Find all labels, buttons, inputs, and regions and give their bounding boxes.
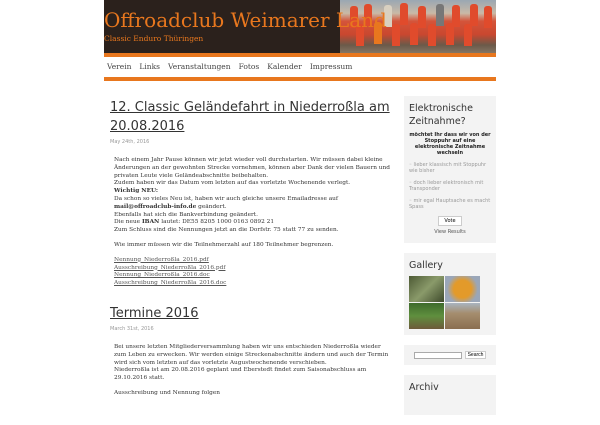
poll-title: Elektronische Zeitnahme?	[409, 103, 473, 127]
site-tagline: Classic Enduro Thüringen	[104, 34, 204, 43]
option-label: lieber klassisch mit Stoppuhr wie bisher	[409, 162, 487, 174]
sidebar	[404, 96, 496, 425]
poll-option[interactable]: ◦ mir egal Hauptsache es macht Spass	[409, 198, 491, 210]
text: Ausschreibung und Nennung folgen	[114, 389, 221, 396]
gallery-thumbnail[interactable]	[445, 276, 480, 302]
gallery-title: Gallery	[409, 260, 443, 271]
post-date: May 24th, 2016	[110, 139, 150, 145]
poll-question: möchtet Ihr dass wir von der Stoppuhr auf eine elektronische Zeitnahme wechseln	[409, 132, 491, 156]
view-results-link[interactable]: View Results	[434, 229, 466, 235]
email: mail@offroadclub-info.de	[114, 203, 197, 210]
text: Ebenfalls hat sich die Bankverbindung geändert.	[114, 211, 258, 218]
text: Zum Schluss sind die Nennungen jetzt an die Dorfstr. 75 statt 77 zu senden.	[114, 227, 339, 234]
gallery-widget	[404, 253, 496, 335]
post	[110, 302, 390, 398]
poll-option[interactable]: ◦ lieber klassisch mit Stoppuhr wie bisher	[409, 162, 487, 174]
main-nav	[107, 62, 352, 71]
text: Die neue	[114, 219, 142, 226]
text: Bei unsere letzten Mitgliederversammlung haben wir uns entschieden Niederroßla wieder zum Leben zu erwecken. Wir werden einige Streckenabschnitte ändern und auch der Termin wird sich vom letzten auf das vorletzte Augustwochenende verschieben.	[114, 343, 389, 366]
site-title[interactable]: Offroadclub Weimarer Land	[104, 8, 387, 32]
post-date: March 31st, 2016	[110, 325, 154, 332]
text: Nach einem Jahr Pause können wir jetzt wieder voll durchstarten. Wir müssen dabei kleine Änderungen an der gewohnten Strecke vornehmen, können aber Dank der vielen Bauern und privaten Leute viele Geländeabschnitte beibehalten.	[114, 157, 390, 179]
text: Da schon so vieles Neu ist, haben wir auch gleiche unsere Emailadresse auf	[114, 195, 339, 202]
text: geändert.	[196, 203, 227, 210]
nav-impressum[interactable]: Impressum	[309, 62, 353, 71]
post-body	[110, 157, 390, 288]
gallery-thumbnail[interactable]	[409, 276, 444, 302]
file-link[interactable]: Nennung_Niederroßla_2016.pdf	[114, 256, 209, 263]
file-link[interactable]: Nennung_Niederroßla_2016.doc	[114, 272, 210, 279]
text: Wichtig NEU:	[114, 188, 159, 195]
site-header	[104, 0, 496, 53]
nav-fotos[interactable]: Fotos	[238, 62, 260, 71]
posts	[110, 96, 390, 405]
search-widget	[404, 345, 496, 365]
option-label: mir egal Hauptsache es macht Spass	[409, 198, 491, 210]
poll-widget	[404, 96, 496, 243]
text: Wie immer müssen wir die Teilnehmerzahl auf 180 Teilnehmer begrenzen.	[114, 241, 334, 248]
file-link[interactable]: Ausschreibung_Niederroßla_2016.pdf	[114, 264, 226, 271]
post-title[interactable]: 12. Classic Geländefahrt in Niederroßla am 20.08.2016	[110, 100, 390, 134]
nav-kalender[interactable]: Kalender	[267, 62, 302, 71]
search-button[interactable]: Search	[465, 351, 487, 359]
vote-button[interactable]: Vote	[438, 216, 461, 226]
file-link[interactable]: Ausschreibung_Niederroßla_2016.doc	[114, 280, 227, 287]
gallery-thumbnail[interactable]	[445, 303, 480, 329]
text: lautet: DE55 8205 1000 0163 0892 21	[159, 219, 275, 226]
search-input[interactable]	[414, 352, 462, 359]
nav-divider	[104, 77, 496, 81]
option-label: doch lieber elektronisch mit Transponder	[409, 180, 484, 192]
post	[110, 96, 390, 288]
text: Zudem haben wir das Datum vom letzten auf das vorletzte Wochenende verlegt.	[114, 180, 351, 187]
post-body	[110, 344, 390, 398]
text: IBAN	[141, 219, 160, 226]
header-divider	[104, 53, 496, 57]
nav-verein[interactable]: Verein	[107, 62, 132, 71]
nav-links[interactable]: Links	[139, 62, 161, 71]
post-title[interactable]: Termine 2016	[110, 305, 199, 321]
archive-title: Archiv	[409, 382, 439, 393]
nav-veranstaltungen[interactable]: Veranstaltungen	[168, 62, 231, 71]
poll-option[interactable]: ◦ doch lieber elektronisch mit Transponder	[409, 180, 484, 192]
archive-widget	[404, 375, 496, 415]
text: Niederroßla ist am 20.08.2016 geplant und Eberstedt findet zum Saisonabschluss am 29.10.2016 statt.	[114, 367, 367, 382]
gallery-thumbnail[interactable]	[409, 303, 444, 329]
